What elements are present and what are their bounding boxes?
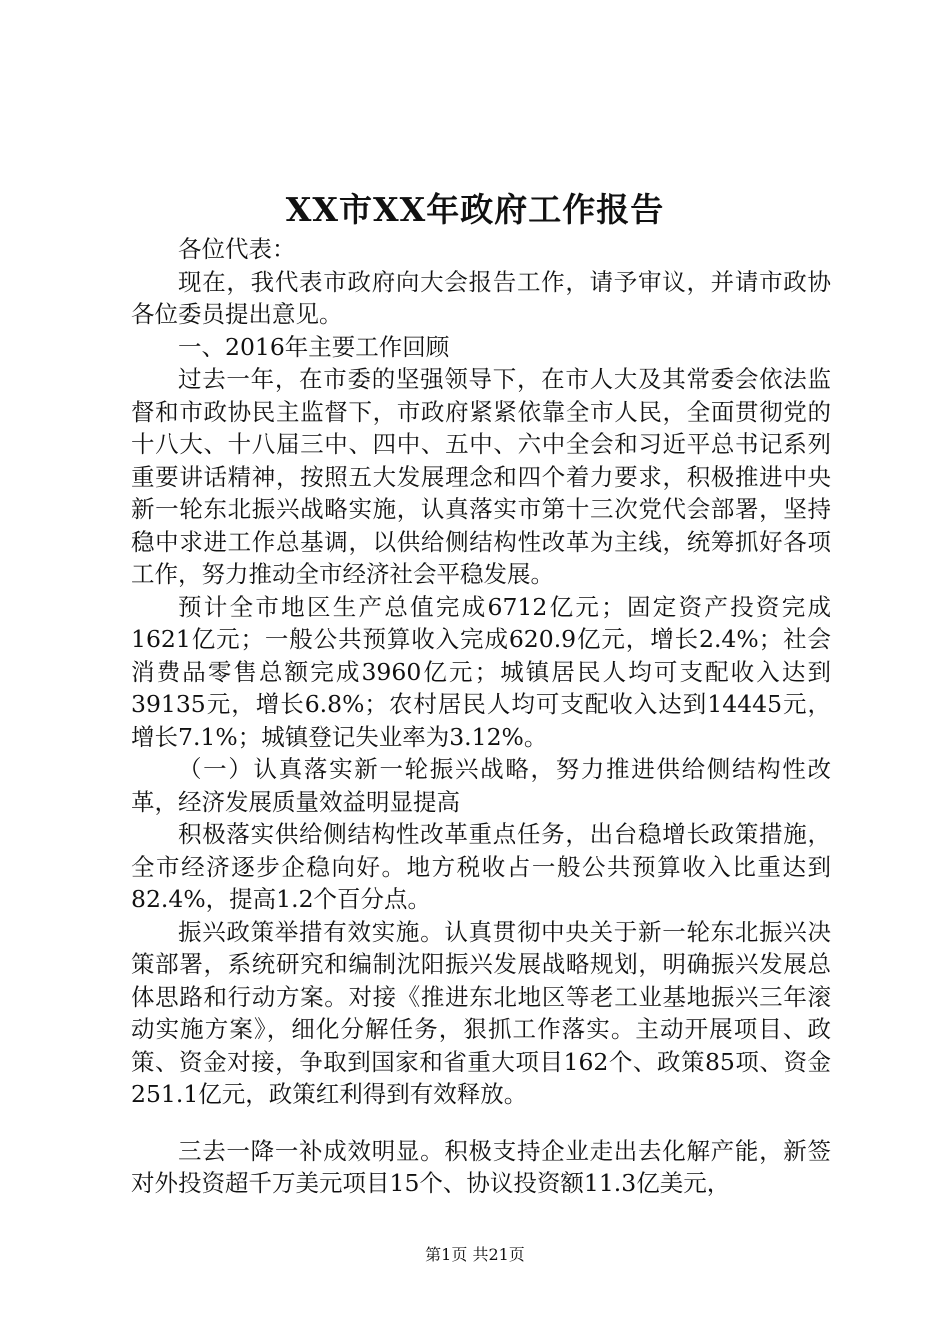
salutation: 各位代表： (178, 235, 296, 263)
section-heading: 一、2016年主要工作回顾 (178, 332, 450, 361)
document-title: XX市XX年政府工作报告 (285, 190, 665, 229)
page-footer: 第1页 共21页 (425, 1245, 525, 1264)
paragraph-statistics: 预计全市地区生产总值完成6712亿元；固定资产投资完成1621亿元；一般公共预算收入完成620.9亿元，增长2.4%；社会消费品零售总额完成3960亿元；城镇居民人均可支配收入达到39135元，增长6.8%；农村居民人均可支配收入达到14445元，增长7.1%；城镇登记失业率为3.12%。 (131, 592, 831, 751)
document-body (131, 233, 831, 1200)
paragraph-reform: 积极落实供给侧结构性改革重点任务，出台稳增长政策措施，全市经济逐步企稳向好。地方税收占一般公共预算收入比重达到82.4%，提高1.2个百分点。 (131, 820, 831, 913)
paragraph-capacity: 三去一降一补成效明显。积极支持企业走出去化解产能，新签对外投资超千万美元项目15个、协议投资额11.3亿美元， (131, 1136, 831, 1197)
subsection-heading: （一）认真落实新一轮振兴战略，努力推进供给侧结构性改革，经济发展质量效益明显提高 (131, 755, 831, 816)
paragraph-revitalization: 振兴政策举措有效实施。认真贯彻中央关于新一轮东北振兴决策部署，系统研究和编制沈阳振兴发展战略规划，明确振兴发展总体思路和行动方案。对接《推进东北地区等老工业基地振兴三年滚动实施方案》，细化分解任务，狠抓工作落实。主动开展项目、政策、资金对接，争取到国家和省重大项目162个、政策85项、资金251.1亿元，政策红利得到有效释放。 (131, 917, 831, 1108)
paragraph-review: 过去一年，在市委的坚强领导下，在市人大及其常委会依法监督和市政协民主监督下，市政府紧紧依靠全市人民，全面贯彻党的十八大、十八届三中、四中、五中、六中全会和习近平总书记系列重要讲话精神，按照五大发展理念和四个着力要求，积极推进中央新一轮东北振兴战略实施，认真落实市第十三次党代会部署，坚持稳中求进工作总基调，以供给侧结构性改革为主线，统筹抓好各项工作，努力推动全市经济社会平稳发展。 (131, 365, 831, 588)
paragraph-intro: 现在，我代表市政府向大会报告工作，请予审议，并请市政协各位委员提出意见。 (131, 267, 831, 328)
